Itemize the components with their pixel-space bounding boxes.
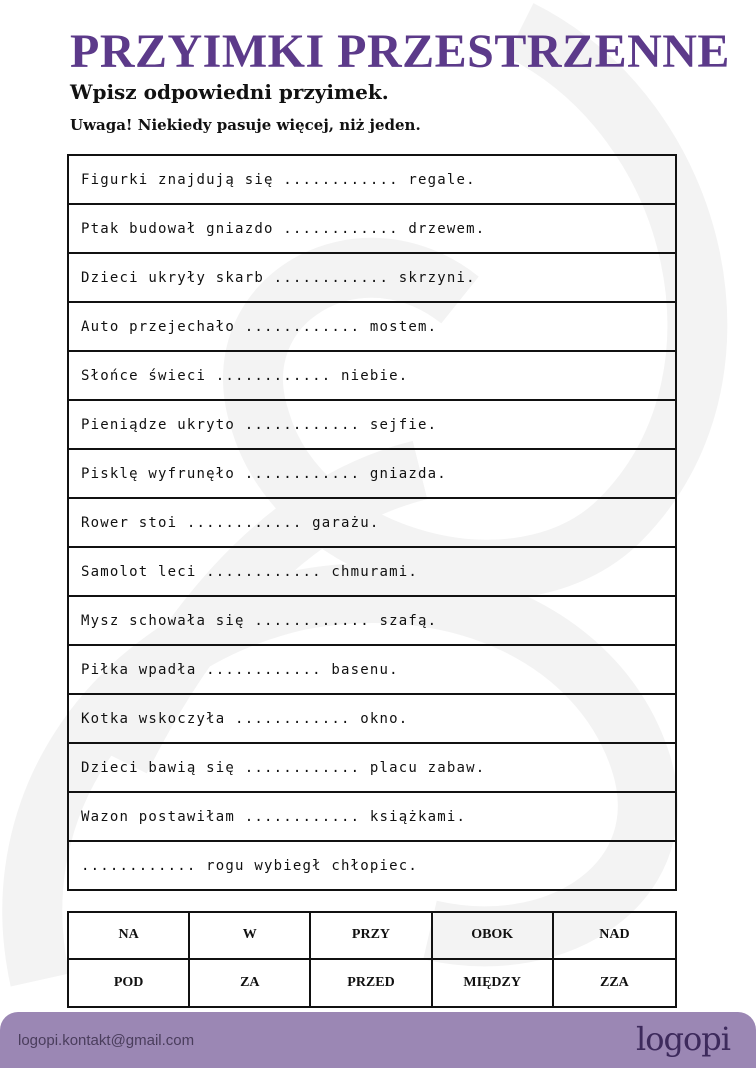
page-title: PRZYIMKI PRZESTRZENNE xyxy=(70,25,730,78)
sentence-row xyxy=(69,352,675,401)
sentence-row xyxy=(69,842,675,889)
sentence-text: ............ rogu wybiegł chłopiec. xyxy=(81,857,419,874)
sentence-text: Samolot leci ............ chmurami. xyxy=(81,563,419,580)
sentence-row xyxy=(69,205,675,254)
word-bank-cell: ZA xyxy=(190,960,311,1007)
sentence-text: Kotka wskoczyła ............ okno. xyxy=(81,710,409,727)
sentence-text: Auto przejechało ............ mostem. xyxy=(81,318,438,335)
brand-logo: logopi xyxy=(636,1020,730,1058)
sentence-row xyxy=(69,548,675,597)
sentence-text: Dzieci bawią się ............ placu zabaw. xyxy=(81,759,486,776)
sentence-row xyxy=(69,793,675,842)
word-bank-cell: OBOK xyxy=(433,913,554,960)
footer-bar xyxy=(0,1012,756,1068)
sentence-text: Mysz schowała się ............ szafą. xyxy=(81,612,438,629)
word-bank-cell: NAD xyxy=(554,913,675,960)
sentence-text: Rower stoi ............ garażu. xyxy=(81,514,380,531)
word-bank-cell: NA xyxy=(69,913,190,960)
preposition-word-bank xyxy=(67,911,677,1008)
sentence-row xyxy=(69,695,675,744)
contact-email: logopi.kontakt@gmail.com xyxy=(18,1032,195,1049)
word-bank-cell: ZZA xyxy=(599,974,629,990)
word-bank-cell: W xyxy=(190,913,311,960)
sentence-text: Słońce świeci ............ niebie. xyxy=(81,367,409,384)
sentence-text: Pieniądze ukryto ............ sejfie. xyxy=(81,416,438,433)
sentence-row xyxy=(69,499,675,548)
sentence-text: Figurki znajdują się ............ regale. xyxy=(81,171,476,188)
sentence-row xyxy=(69,303,675,352)
sentence-row xyxy=(69,254,675,303)
sentence-row xyxy=(69,597,675,646)
sentence-text: Ptak budował gniazdo ............ drzewem. xyxy=(81,220,486,237)
word-bank-cell: PRZY xyxy=(311,913,432,960)
sentence-row xyxy=(69,646,675,695)
sentence-row xyxy=(69,401,675,450)
sentence-row xyxy=(69,744,675,793)
word-bank-cell: MIĘDZY xyxy=(433,960,554,1007)
sentence-text: Piłka wpadła ............ basenu. xyxy=(81,661,399,678)
sentence-text: Dzieci ukryły skarb ............ skrzyni. xyxy=(81,269,476,286)
sentence-text: Pisklę wyfrunęło ............ gniazda. xyxy=(81,465,447,482)
sentence-row xyxy=(69,156,675,205)
sentence-text: Wazon postawiłam ............ książkami. xyxy=(81,808,467,825)
word-bank-cell: POD xyxy=(69,960,190,1007)
sentence-table xyxy=(67,154,677,891)
instruction-heading: Wpisz odpowiedni przyimek. xyxy=(70,80,389,104)
word-bank-cell: PRZED xyxy=(311,960,432,1007)
instruction-note: Uwaga! Niekiedy pasuje więcej, niż jeden. xyxy=(70,116,421,134)
sentence-row xyxy=(69,450,675,499)
